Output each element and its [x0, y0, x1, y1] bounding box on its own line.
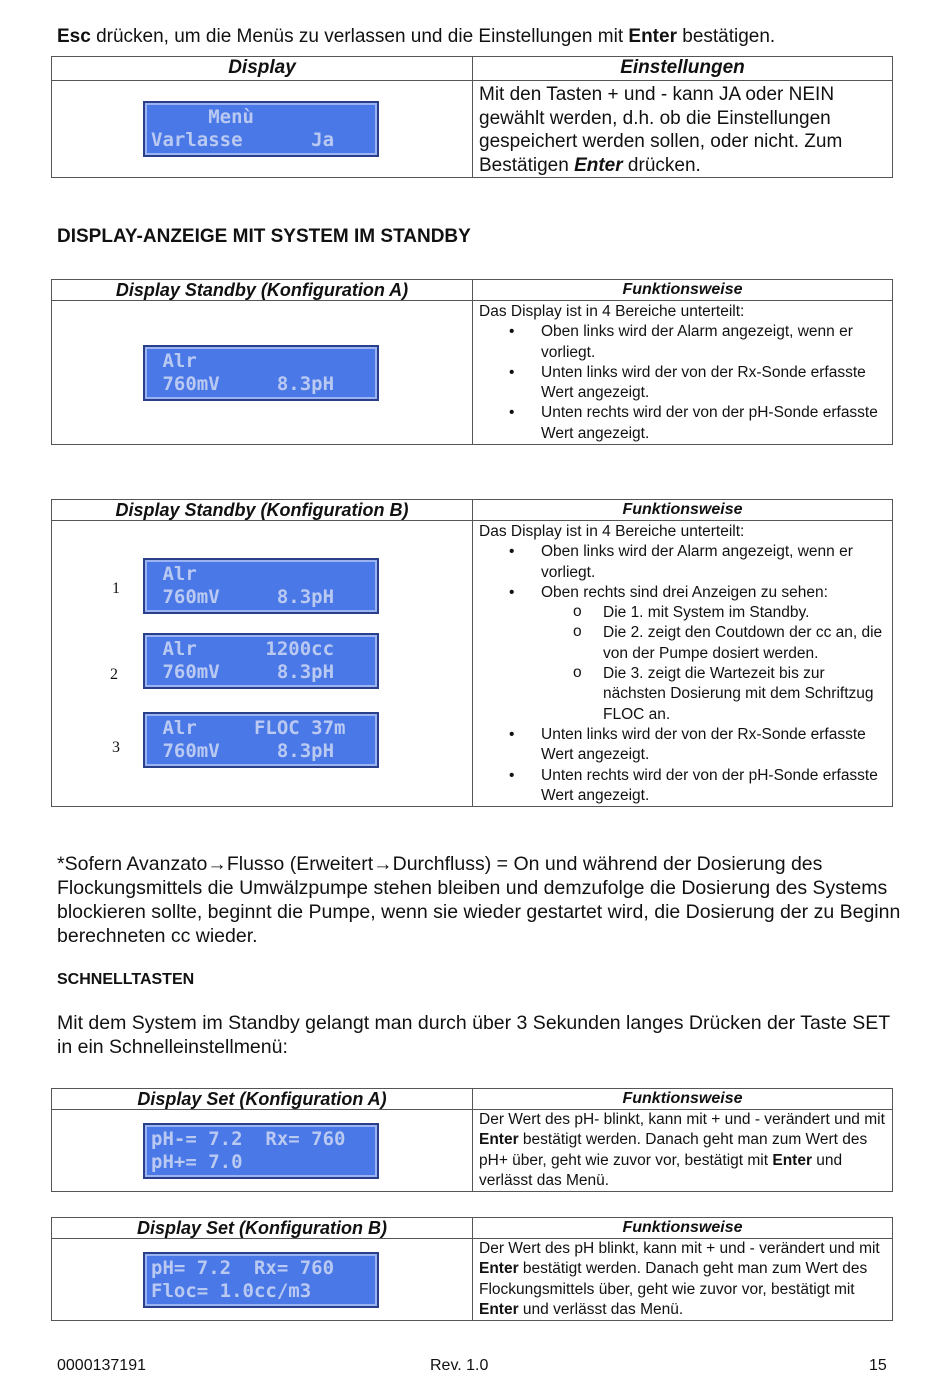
intro-text-2: bestätigen.	[676, 26, 776, 47]
lcd-exit-menu	[143, 101, 379, 157]
arrow-icon: →	[373, 853, 393, 875]
enter-key-label: Enter	[628, 26, 677, 47]
lcd-set-a	[143, 1123, 379, 1179]
table3-bullet: • Oben rechts sind drei Anzeigen zu sehen:	[479, 583, 886, 603]
intro-line	[57, 26, 775, 48]
lcd-line: 760mV 8.3pH	[151, 740, 335, 762]
table2-bullet: • Unten rechts wird der von der pH-Sonde erfasste Wert angezeigt.	[479, 403, 886, 444]
lcd-line: 760mV 8.3pH	[151, 661, 335, 683]
table3-header-function: Funktionsweise	[473, 500, 893, 521]
table1-description: Mit den Tasten + und - kann JA oder NEIN gewählt werden, d.h. ob die Einstellungen gespeichert werden sollen, oder nicht. Zum Bestätigen Enter drücken.	[473, 81, 893, 178]
note-paragraph: *Sofern Avanzato→Flusso (Erweitert→Durchfluss) = On und während der Dosierung des Flockungsmittels die Umwälzpumpe stehen bleiben und demzufolge die Dosierung des Systems blockieren sollte, beginnt die Pumpe, wenn sie wieder gestartet wird, die Dosierung der zu Beginn berechneten cc wieder.	[57, 853, 901, 947]
table3-bullet: • Unten links wird der von der Rx-Sonde erfasste Wert angezeigt.	[479, 725, 886, 766]
footer-page-number: 15	[869, 1357, 887, 1374]
lcd-standby-b-2	[143, 633, 379, 689]
table1-header-settings: Einstellungen	[473, 57, 893, 81]
footer-revision: Rev. 1.0	[430, 1357, 489, 1374]
table3-intro: Das Display ist in 4 Bereiche unterteilt:	[479, 523, 745, 540]
lcd-line: 760mV 8.3pH	[151, 373, 335, 395]
lcd-line: pH-= 7.2 Rx= 760	[151, 1128, 346, 1150]
table2-intro: Das Display ist in 4 Bereiche unterteilt:	[479, 303, 745, 320]
lcd-set-b	[143, 1252, 379, 1308]
table5-header-function: Funktionsweise	[473, 1218, 893, 1239]
table3-description	[473, 521, 893, 807]
section-title-quick-keys: SCHNELLTASTEN	[57, 971, 195, 988]
intro-text-1: drücken, um die Menüs zu verlassen und die Einstellungen mit	[90, 26, 629, 47]
lcd-line: Alr	[151, 350, 197, 372]
lcd-line: Alr	[151, 563, 197, 585]
lcd-line: Alr FLOC 37m	[151, 717, 346, 739]
lcd-line: 760mV 8.3pH	[151, 586, 335, 608]
table2-description	[473, 301, 893, 445]
esc-key-label: Esc	[57, 26, 91, 47]
quick-keys-paragraph: Mit dem System im Standby gelangt man durch über 3 Sekunden langes Drücken der Taste SET in ein Schnelleinstellmenü:	[57, 1012, 890, 1058]
table4-header-function: Funktionsweise	[473, 1089, 893, 1110]
table4-header-display: Display Set (Konfiguration A)	[52, 1089, 473, 1110]
table3-header-display: Display Standby (Konfiguration B)	[52, 500, 473, 521]
section-title-standby: DISPLAY-ANZEIGE MIT SYSTEM IM STANDBY	[57, 226, 471, 247]
table1-header-display: Display	[52, 57, 473, 81]
table3-sub-item: o Die 2. zeigt den Coutdown der cc an, die von der Pumpe dosiert werden.	[479, 623, 886, 664]
table3-bullet: • Unten rechts wird der von der pH-Sonde erfasste Wert angezeigt.	[479, 766, 886, 807]
display-number-2: 2	[110, 666, 118, 683]
display-number-1: 1	[112, 580, 120, 597]
lcd-standby-a	[143, 345, 379, 401]
table5-header-display: Display Set (Konfiguration B)	[52, 1218, 473, 1239]
table3-sub-item: o Die 3. zeigt die Wartezeit bis zur nächsten Dosierung mit dem Schriftzug FLOC an.	[479, 664, 886, 725]
table5-description: Der Wert des pH blinkt, kann mit + und - verändert und mit Enter bestätigt werden. Danach geht man zum Wert des Flockungsmittels über, geht wie zuvor vor, bestätigt mit Enter und verlässt das Menü.	[473, 1239, 893, 1321]
lcd-line: pH= 7.2 Rx= 760	[151, 1257, 335, 1279]
footer-doc-number: 0000137191	[57, 1357, 146, 1374]
lcd-line: pH+= 7.0	[151, 1151, 243, 1173]
table3-bullet: • Oben links wird der Alarm angezeigt, wenn er vorliegt.	[479, 542, 886, 583]
display-number-3: 3	[112, 739, 120, 756]
table3-sub-item: o Die 1. mit System im Standby.	[479, 603, 886, 623]
lcd-line: Floc= 1.0cc/m3	[151, 1280, 312, 1302]
table2-header-function: Funktionsweise	[473, 280, 893, 301]
lcd-line: Varlasse Ja	[151, 129, 335, 151]
lcd-standby-b-1	[143, 558, 379, 614]
arrow-icon: →	[207, 853, 227, 875]
table4-description: Der Wert des pH- blinkt, kann mit + und - verändert und mit Enter bestätigt werden. Danach geht man zum Wert des pH+ über, geht wie zuvor vor, bestätigt mit Enter und verlässt das Menü.	[473, 1110, 893, 1192]
lcd-line: Menù	[151, 106, 254, 128]
table2-bullet: • Oben links wird der Alarm angezeigt, wenn er vorliegt.	[479, 322, 886, 363]
table2-header-display: Display Standby (Konfiguration A)	[52, 280, 473, 301]
table2-bullet: • Unten links wird der von der Rx-Sonde erfasste Wert angezeigt.	[479, 363, 886, 404]
lcd-line: Alr 1200cc	[151, 638, 335, 660]
lcd-standby-b-3	[143, 712, 379, 768]
